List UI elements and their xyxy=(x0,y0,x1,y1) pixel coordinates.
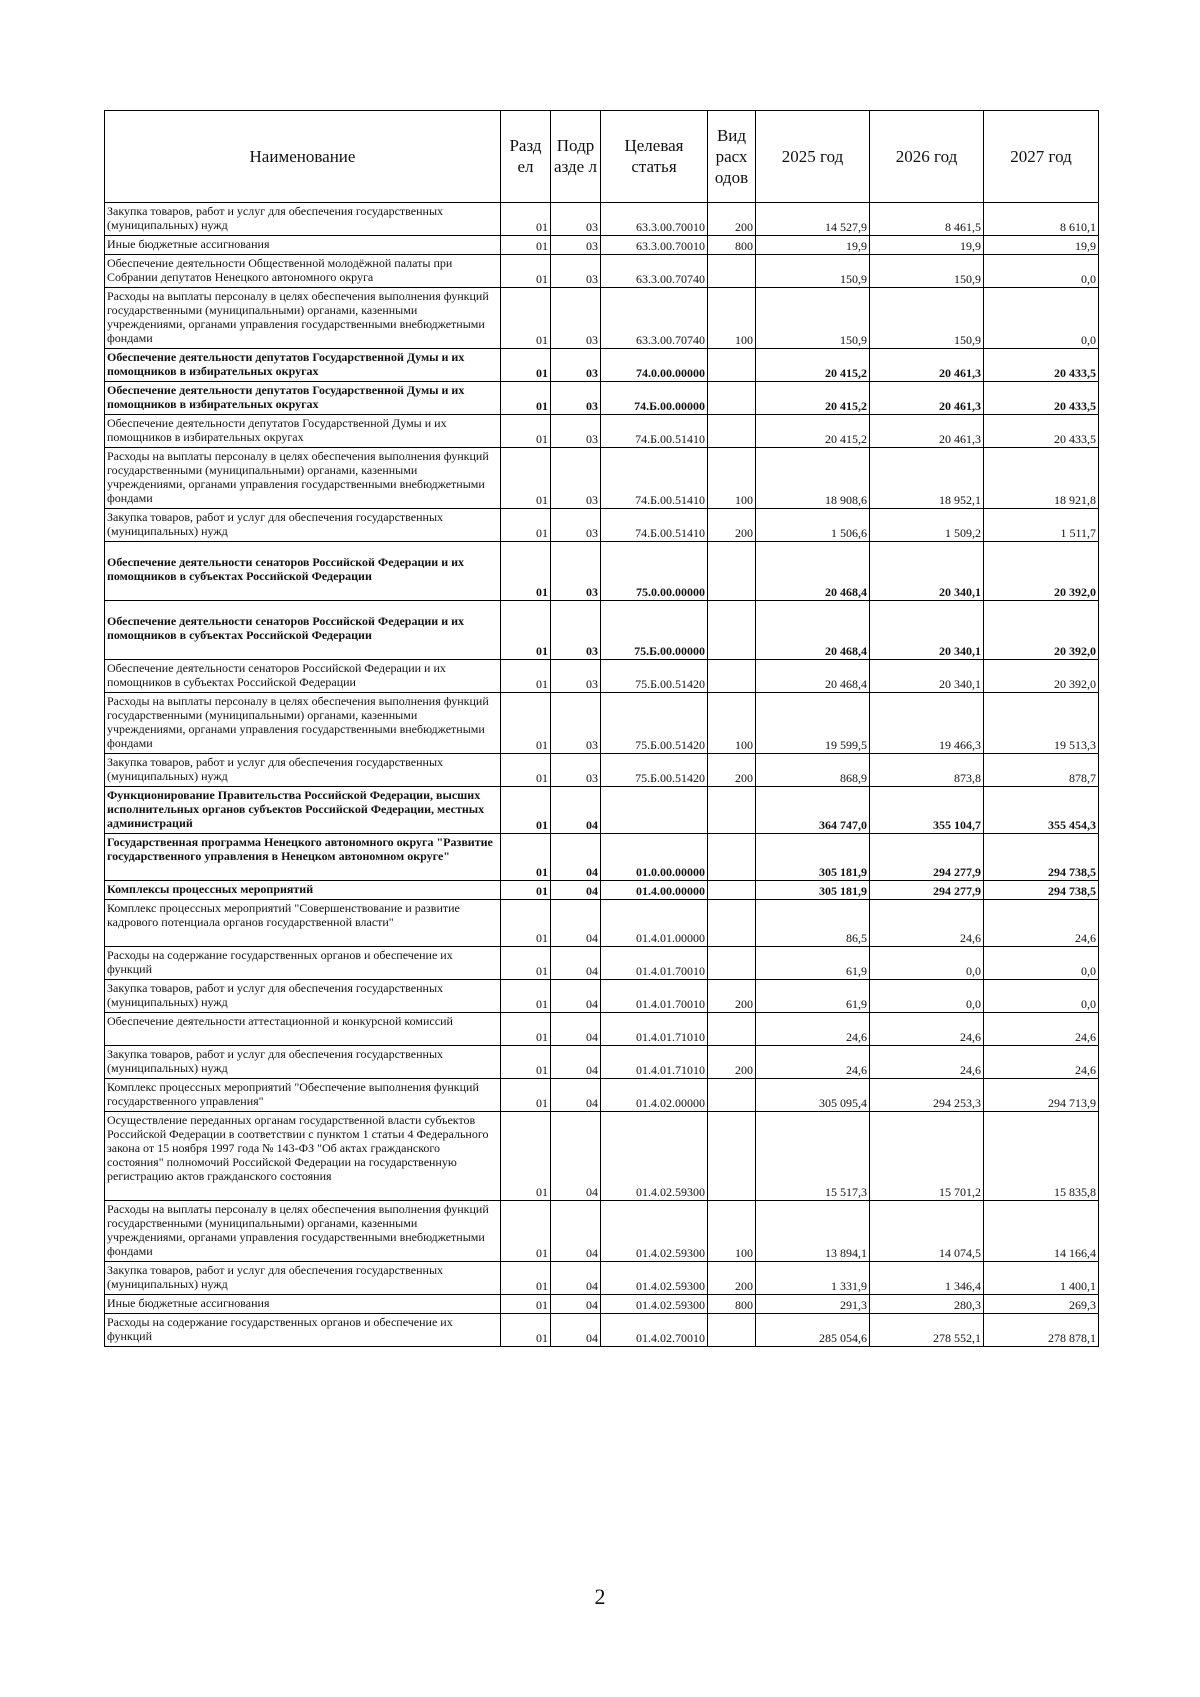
row-value-2027: 294 713,9 xyxy=(984,1079,1099,1112)
row-razdel: 01 xyxy=(501,1262,551,1295)
row-celevaya-statya: 63.3.00.70740 xyxy=(601,288,708,349)
row-razdel: 01 xyxy=(501,1079,551,1112)
row-razdel: 01 xyxy=(501,509,551,542)
row-celevaya-statya: 01.4.00.00000 xyxy=(601,881,708,900)
table-row xyxy=(105,1201,1099,1262)
row-value-2025: 364 747,0 xyxy=(756,787,870,834)
table-row xyxy=(105,448,1099,509)
row-name: Обеспечение деятельности сенаторов Российской Федерации и их помощников в субъектах Российской Федерации xyxy=(105,601,501,660)
row-name: Иные бюджетные ассигнования xyxy=(105,236,501,255)
row-razdel: 01 xyxy=(501,1201,551,1262)
row-vid-rashodov xyxy=(708,542,756,601)
row-vid-rashodov xyxy=(708,1314,756,1347)
row-vid-rashodov xyxy=(708,349,756,382)
row-name: Закупка товаров, работ и услуг для обеспечения государственных (муниципальных) нужд xyxy=(105,980,501,1013)
row-podrazdel: 03 xyxy=(551,601,601,660)
row-value-2027: 19 513,3 xyxy=(984,693,1099,754)
header-name: Наименование xyxy=(105,111,501,203)
row-razdel: 01 xyxy=(501,980,551,1013)
row-value-2025: 305 181,9 xyxy=(756,881,870,900)
row-value-2027: 14 166,4 xyxy=(984,1201,1099,1262)
header-year-2025: 2025 год xyxy=(756,111,870,203)
row-vid-rashodov xyxy=(708,881,756,900)
row-value-2026: 15 701,2 xyxy=(870,1112,984,1201)
row-podrazdel: 04 xyxy=(551,947,601,980)
table-row xyxy=(105,900,1099,947)
row-vid-rashodov xyxy=(708,900,756,947)
row-podrazdel: 04 xyxy=(551,881,601,900)
row-value-2025: 291,3 xyxy=(756,1295,870,1314)
row-value-2025: 20 415,2 xyxy=(756,415,870,448)
row-value-2027: 294 738,5 xyxy=(984,881,1099,900)
row-value-2026: 20 461,3 xyxy=(870,349,984,382)
row-name: Расходы на выплаты персоналу в целях обеспечения выполнения функций государственными (муниципальными) органами, казенными учреждениями, органами управления государственными внебюджетными фондами xyxy=(105,693,501,754)
row-value-2025: 305 095,4 xyxy=(756,1079,870,1112)
row-vid-rashodov: 200 xyxy=(708,980,756,1013)
row-name: Закупка товаров, работ и услуг для обеспечения государственных (муниципальных) нужд xyxy=(105,754,501,787)
row-value-2026: 20 461,3 xyxy=(870,415,984,448)
row-razdel: 01 xyxy=(501,382,551,415)
row-celevaya-statya: 75.Б.00.51420 xyxy=(601,754,708,787)
row-name: Закупка товаров, работ и услуг для обеспечения государственных (муниципальных) нужд xyxy=(105,1262,501,1295)
row-name: Закупка товаров, работ и услуг для обеспечения государственных (муниципальных) нужд xyxy=(105,203,501,236)
row-value-2026: 24,6 xyxy=(870,1013,984,1046)
row-value-2025: 20 415,2 xyxy=(756,382,870,415)
row-celevaya-statya: 01.4.01.71010 xyxy=(601,1046,708,1079)
row-value-2027: 0,0 xyxy=(984,980,1099,1013)
header-row xyxy=(105,111,1099,203)
row-value-2026: 20 340,1 xyxy=(870,601,984,660)
row-value-2025: 14 527,9 xyxy=(756,203,870,236)
row-value-2027: 20 392,0 xyxy=(984,660,1099,693)
row-value-2025: 1 506,6 xyxy=(756,509,870,542)
row-razdel: 01 xyxy=(501,947,551,980)
row-vid-rashodov xyxy=(708,1079,756,1112)
row-razdel: 01 xyxy=(501,448,551,509)
row-razdel: 01 xyxy=(501,601,551,660)
row-value-2027: 1 400,1 xyxy=(984,1262,1099,1295)
row-name: Комплексы процессных мероприятий xyxy=(105,881,501,900)
row-vid-rashodov xyxy=(708,415,756,448)
row-value-2027: 20 433,5 xyxy=(984,382,1099,415)
row-podrazdel: 03 xyxy=(551,509,601,542)
row-vid-rashodov xyxy=(708,255,756,288)
row-value-2025: 61,9 xyxy=(756,980,870,1013)
row-vid-rashodov xyxy=(708,382,756,415)
row-podrazdel: 03 xyxy=(551,203,601,236)
row-celevaya-statya: 01.4.02.59300 xyxy=(601,1201,708,1262)
row-value-2025: 150,9 xyxy=(756,288,870,349)
header-vid-rashodov: Вид расх одов xyxy=(708,111,756,203)
page-number: 2 xyxy=(594,1584,606,1609)
row-podrazdel: 04 xyxy=(551,900,601,947)
row-vid-rashodov: 800 xyxy=(708,1295,756,1314)
row-celevaya-statya: 01.4.02.59300 xyxy=(601,1262,708,1295)
row-podrazdel: 03 xyxy=(551,542,601,601)
row-razdel: 01 xyxy=(501,1112,551,1201)
row-value-2026: 873,8 xyxy=(870,754,984,787)
row-value-2025: 13 894,1 xyxy=(756,1201,870,1262)
row-razdel: 01 xyxy=(501,349,551,382)
row-value-2027: 18 921,8 xyxy=(984,448,1099,509)
row-vid-rashodov: 200 xyxy=(708,203,756,236)
row-podrazdel: 04 xyxy=(551,1046,601,1079)
row-celevaya-statya: 01.4.01.71010 xyxy=(601,1013,708,1046)
row-value-2026: 20 340,1 xyxy=(870,542,984,601)
row-value-2025: 61,9 xyxy=(756,947,870,980)
row-value-2025: 150,9 xyxy=(756,255,870,288)
header-year-2027: 2027 год xyxy=(984,111,1099,203)
table-row xyxy=(105,754,1099,787)
row-name: Государственная программа Ненецкого автономного округа "Развитие государственного управления в Ненецком автономном округе" xyxy=(105,834,501,881)
row-value-2027: 20 392,0 xyxy=(984,542,1099,601)
row-value-2027: 878,7 xyxy=(984,754,1099,787)
header-podrazdel: Подр азде л xyxy=(551,111,601,203)
row-vid-rashodov xyxy=(708,834,756,881)
row-vid-rashodov: 200 xyxy=(708,1046,756,1079)
row-value-2026: 294 277,9 xyxy=(870,834,984,881)
row-value-2025: 1 331,9 xyxy=(756,1262,870,1295)
row-value-2027: 20 433,5 xyxy=(984,349,1099,382)
row-value-2027: 20 433,5 xyxy=(984,415,1099,448)
table-row xyxy=(105,834,1099,881)
row-value-2027: 0,0 xyxy=(984,255,1099,288)
row-celevaya-statya: 01.4.01.70010 xyxy=(601,947,708,980)
table-row xyxy=(105,236,1099,255)
row-podrazdel: 03 xyxy=(551,288,601,349)
row-name: Обеспечение деятельности депутатов Государственной Думы и их помощников в избирательных округах xyxy=(105,415,501,448)
row-celevaya-statya: 63.3.00.70010 xyxy=(601,236,708,255)
row-celevaya-statya: 75.Б.00.51420 xyxy=(601,693,708,754)
row-celevaya-statya: 01.4.02.59300 xyxy=(601,1295,708,1314)
header-year-2026: 2026 год xyxy=(870,111,984,203)
row-vid-rashodov: 100 xyxy=(708,448,756,509)
row-name: Закупка товаров, работ и услуг для обеспечения государственных (муниципальных) нужд xyxy=(105,509,501,542)
row-value-2026: 24,6 xyxy=(870,1046,984,1079)
row-value-2026: 20 340,1 xyxy=(870,660,984,693)
row-value-2025: 18 908,6 xyxy=(756,448,870,509)
row-value-2026: 294 277,9 xyxy=(870,881,984,900)
row-celevaya-statya: 74.Б.00.51410 xyxy=(601,448,708,509)
row-celevaya-statya: 74.Б.00.51410 xyxy=(601,415,708,448)
row-value-2027: 269,3 xyxy=(984,1295,1099,1314)
row-vid-rashodov: 100 xyxy=(708,1201,756,1262)
row-value-2025: 24,6 xyxy=(756,1046,870,1079)
row-value-2027: 0,0 xyxy=(984,288,1099,349)
table-row xyxy=(105,947,1099,980)
row-podrazdel: 04 xyxy=(551,1314,601,1347)
row-celevaya-statya: 74.0.00.00000 xyxy=(601,349,708,382)
row-razdel: 01 xyxy=(501,415,551,448)
row-name: Обеспечение деятельности аттестационной и конкурсной комиссий xyxy=(105,1013,501,1046)
row-value-2027: 0,0 xyxy=(984,947,1099,980)
row-vid-rashodov: 200 xyxy=(708,754,756,787)
table-row xyxy=(105,415,1099,448)
row-vid-rashodov xyxy=(708,1013,756,1046)
row-podrazdel: 04 xyxy=(551,1079,601,1112)
row-vid-rashodov xyxy=(708,601,756,660)
row-celevaya-statya: 74.Б.00.51410 xyxy=(601,509,708,542)
row-name: Обеспечение деятельности сенаторов Российской Федерации и их помощников в субъектах Российской Федерации xyxy=(105,660,501,693)
row-value-2026: 150,9 xyxy=(870,255,984,288)
row-podrazdel: 04 xyxy=(551,1112,601,1201)
row-razdel: 01 xyxy=(501,1314,551,1347)
row-razdel: 01 xyxy=(501,900,551,947)
row-value-2027: 1 511,7 xyxy=(984,509,1099,542)
table-row xyxy=(105,1262,1099,1295)
row-razdel: 01 xyxy=(501,203,551,236)
row-podrazdel: 04 xyxy=(551,834,601,881)
row-value-2025: 20 415,2 xyxy=(756,349,870,382)
row-value-2027: 355 454,3 xyxy=(984,787,1099,834)
row-value-2027: 24,6 xyxy=(984,1013,1099,1046)
table-row xyxy=(105,509,1099,542)
row-value-2026: 14 074,5 xyxy=(870,1201,984,1262)
row-name: Функционирование Правительства Российской Федерации, высших исполнительных органов субъектов Российской Федерации, местных администраций xyxy=(105,787,501,834)
table-row xyxy=(105,1013,1099,1046)
row-razdel: 01 xyxy=(501,834,551,881)
row-value-2025: 20 468,4 xyxy=(756,542,870,601)
row-name: Обеспечение деятельности депутатов Государственной Думы и их помощников в избирательных округах xyxy=(105,349,501,382)
row-celevaya-statya: 01.4.01.00000 xyxy=(601,900,708,947)
table-row xyxy=(105,787,1099,834)
row-podrazdel: 03 xyxy=(551,382,601,415)
row-value-2026: 19 466,3 xyxy=(870,693,984,754)
row-value-2026: 20 461,3 xyxy=(870,382,984,415)
row-razdel: 01 xyxy=(501,1295,551,1314)
row-name: Расходы на содержание государственных органов и обеспечение их функций xyxy=(105,1314,501,1347)
row-podrazdel: 03 xyxy=(551,255,601,288)
row-podrazdel: 03 xyxy=(551,349,601,382)
row-podrazdel: 04 xyxy=(551,1201,601,1262)
row-name: Обеспечение деятельности сенаторов Российской Федерации и их помощников в субъектах Российской Федерации xyxy=(105,542,501,601)
row-podrazdel: 04 xyxy=(551,1013,601,1046)
row-value-2026: 1 346,4 xyxy=(870,1262,984,1295)
row-value-2025: 19 599,5 xyxy=(756,693,870,754)
row-celevaya-statya: 63.3.00.70010 xyxy=(601,203,708,236)
row-name: Расходы на содержание государственных органов и обеспечение их функций xyxy=(105,947,501,980)
row-vid-rashodov: 100 xyxy=(708,288,756,349)
row-podrazdel: 04 xyxy=(551,787,601,834)
row-value-2026: 278 552,1 xyxy=(870,1314,984,1347)
table-row xyxy=(105,382,1099,415)
row-celevaya-statya: 01.4.01.70010 xyxy=(601,980,708,1013)
row-celevaya-statya xyxy=(601,787,708,834)
row-celevaya-statya: 01.4.02.00000 xyxy=(601,1079,708,1112)
row-value-2025: 305 181,9 xyxy=(756,834,870,881)
row-value-2026: 0,0 xyxy=(870,980,984,1013)
row-value-2026: 24,6 xyxy=(870,900,984,947)
row-value-2026: 355 104,7 xyxy=(870,787,984,834)
table-row xyxy=(105,1079,1099,1112)
row-name: Комплекс процессных мероприятий "Совершенствование и развитие кадрового потенциала органов государственной власти" xyxy=(105,900,501,947)
row-vid-rashodov: 200 xyxy=(708,509,756,542)
table-row xyxy=(105,1112,1099,1201)
row-value-2026: 0,0 xyxy=(870,947,984,980)
row-value-2027: 20 392,0 xyxy=(984,601,1099,660)
row-value-2025: 24,6 xyxy=(756,1013,870,1046)
row-razdel: 01 xyxy=(501,881,551,900)
row-value-2026: 1 509,2 xyxy=(870,509,984,542)
row-vid-rashodov xyxy=(708,660,756,693)
row-value-2025: 86,5 xyxy=(756,900,870,947)
row-vid-rashodov xyxy=(708,1112,756,1201)
row-celevaya-statya: 01.4.02.59300 xyxy=(601,1112,708,1201)
row-razdel: 01 xyxy=(501,542,551,601)
row-value-2027: 24,6 xyxy=(984,900,1099,947)
table-row xyxy=(105,542,1099,601)
row-value-2025: 20 468,4 xyxy=(756,660,870,693)
row-vid-rashodov xyxy=(708,787,756,834)
table-row xyxy=(105,1314,1099,1347)
row-celevaya-statya: 74.Б.00.00000 xyxy=(601,382,708,415)
table-body xyxy=(105,203,1099,1347)
row-value-2025: 285 054,6 xyxy=(756,1314,870,1347)
row-celevaya-statya: 75.Б.00.51420 xyxy=(601,660,708,693)
table-row xyxy=(105,349,1099,382)
row-value-2026: 18 952,1 xyxy=(870,448,984,509)
row-name: Обеспечение деятельности Общественной молодёжной палаты при Собрании депутатов Ненецкого автономного округа xyxy=(105,255,501,288)
row-razdel: 01 xyxy=(501,693,551,754)
table-row xyxy=(105,693,1099,754)
row-razdel: 01 xyxy=(501,255,551,288)
row-value-2025: 19,9 xyxy=(756,236,870,255)
row-value-2025: 15 517,3 xyxy=(756,1112,870,1201)
row-razdel: 01 xyxy=(501,1046,551,1079)
table-row xyxy=(105,1295,1099,1314)
table-row xyxy=(105,288,1099,349)
row-name: Иные бюджетные ассигнования xyxy=(105,1295,501,1314)
row-vid-rashodov: 800 xyxy=(708,236,756,255)
table-header xyxy=(105,111,1099,203)
row-celevaya-statya: 75.0.00.00000 xyxy=(601,542,708,601)
table-row xyxy=(105,881,1099,900)
row-razdel: 01 xyxy=(501,660,551,693)
row-podrazdel: 03 xyxy=(551,415,601,448)
row-value-2026: 8 461,5 xyxy=(870,203,984,236)
row-name: Расходы на выплаты персоналу в целях обеспечения выполнения функций государственными (муниципальными) органами, казенными учреждениями, органами управления государственными внебюджетными фондами xyxy=(105,448,501,509)
row-razdel: 01 xyxy=(501,236,551,255)
row-podrazdel: 04 xyxy=(551,1295,601,1314)
row-razdel: 01 xyxy=(501,288,551,349)
row-name: Расходы на выплаты персоналу в целях обеспечения выполнения функций государственными (муниципальными) органами, казенными учреждениями, органами управления государственными внебюджетными фондами xyxy=(105,288,501,349)
budget-table xyxy=(104,110,1099,1347)
row-value-2027: 278 878,1 xyxy=(984,1314,1099,1347)
header-razdel: Разд ел xyxy=(501,111,551,203)
row-razdel: 01 xyxy=(501,754,551,787)
row-value-2026: 280,3 xyxy=(870,1295,984,1314)
row-celevaya-statya: 01.4.02.70010 xyxy=(601,1314,708,1347)
table-row xyxy=(105,203,1099,236)
table-row xyxy=(105,255,1099,288)
row-podrazdel: 03 xyxy=(551,754,601,787)
row-value-2025: 868,9 xyxy=(756,754,870,787)
table-row xyxy=(105,1046,1099,1079)
row-value-2027: 24,6 xyxy=(984,1046,1099,1079)
header-celevaya-statya: Целевая статья xyxy=(601,111,708,203)
row-celevaya-statya: 63.3.00.70740 xyxy=(601,255,708,288)
row-vid-rashodov xyxy=(708,947,756,980)
table-row xyxy=(105,660,1099,693)
row-celevaya-statya: 75.Б.00.00000 xyxy=(601,601,708,660)
row-value-2027: 15 835,8 xyxy=(984,1112,1099,1201)
table-row xyxy=(105,601,1099,660)
row-vid-rashodov: 100 xyxy=(708,693,756,754)
row-name: Осуществление переданных органам государственной власти субъектов Российской Федерации в соответствии с пунктом 1 статьи 4 Федерального закона от 15 ноября 1997 года № 143-ФЗ "Об актах гражданского состояния" полномочий Российской Федерации на государственную регистрацию актов гражданского состояния xyxy=(105,1112,501,1201)
row-podrazdel: 04 xyxy=(551,980,601,1013)
row-podrazdel: 03 xyxy=(551,693,601,754)
row-podrazdel: 03 xyxy=(551,660,601,693)
row-podrazdel: 03 xyxy=(551,448,601,509)
row-value-2026: 19,9 xyxy=(870,236,984,255)
row-vid-rashodov: 200 xyxy=(708,1262,756,1295)
row-name: Расходы на выплаты персоналу в целях обеспечения выполнения функций государственными (муниципальными) органами, казенными учреждениями, органами управления государственными внебюджетными фондами xyxy=(105,1201,501,1262)
row-value-2027: 8 610,1 xyxy=(984,203,1099,236)
row-razdel: 01 xyxy=(501,1013,551,1046)
row-value-2026: 294 253,3 xyxy=(870,1079,984,1112)
row-value-2026: 150,9 xyxy=(870,288,984,349)
row-value-2027: 294 738,5 xyxy=(984,834,1099,881)
row-razdel: 01 xyxy=(501,787,551,834)
row-name: Обеспечение деятельности депутатов Государственной Думы и их помощников в избирательных округах xyxy=(105,382,501,415)
row-name: Комплекс процессных мероприятий "Обеспечение выполнения функций государственного управления" xyxy=(105,1079,501,1112)
row-value-2027: 19,9 xyxy=(984,236,1099,255)
row-celevaya-statya: 01.0.00.00000 xyxy=(601,834,708,881)
row-podrazdel: 03 xyxy=(551,236,601,255)
row-podrazdel: 04 xyxy=(551,1262,601,1295)
row-name: Закупка товаров, работ и услуг для обеспечения государственных (муниципальных) нужд xyxy=(105,1046,501,1079)
row-value-2025: 20 468,4 xyxy=(756,601,870,660)
table-row xyxy=(105,980,1099,1013)
